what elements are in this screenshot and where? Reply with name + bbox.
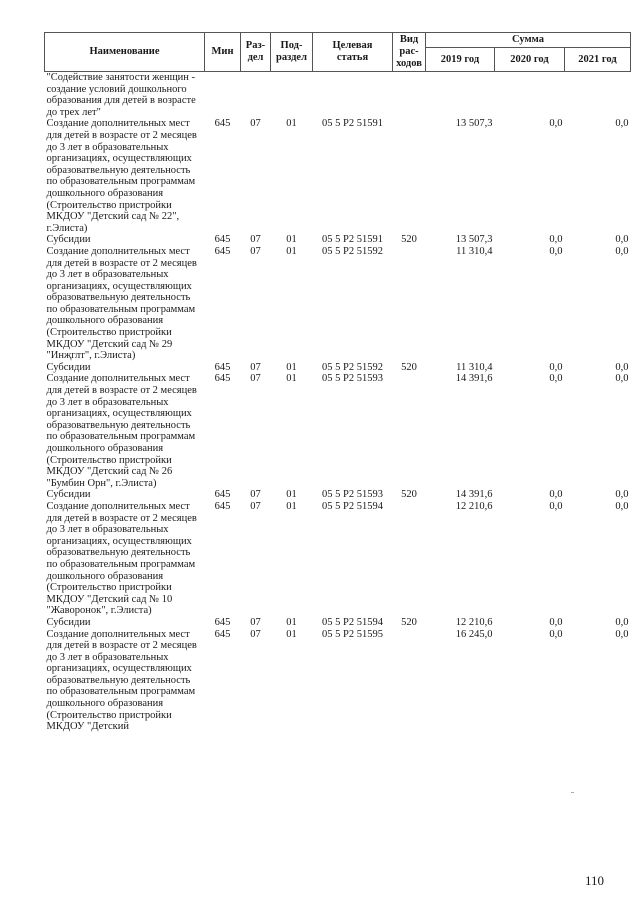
cell-vid: [393, 629, 426, 733]
cell-y2019: 14 391,6: [455, 373, 493, 385]
cell-y2019: 13 507,3: [455, 118, 493, 130]
cell-vid: 520: [401, 489, 417, 501]
cell-y2019: 16 245,0: [455, 628, 493, 640]
cell-y2019: 12 210,6: [455, 616, 493, 628]
table-row: [45, 629, 631, 733]
cell-target: 05 5 Р2 51591: [322, 234, 383, 246]
cell-vid: 520: [401, 616, 417, 628]
cell-min: 645: [214, 489, 231, 501]
cell-y2021: 0,0: [615, 361, 629, 373]
cell-min: 645: [214, 500, 231, 512]
cell-podrazdel: 01: [286, 118, 297, 130]
cell-target: 05 5 Р2 51593: [322, 489, 383, 501]
cell-name: Субсидии: [46, 361, 91, 373]
cell-name: Создание дополнительных мест для детей в возрасте от 2 месяцев до 3 лет в образовательных организациях, осуществляющих образоватвельную деятельность по образовательным программам дошкольного образования (Строительство пристройки МКДОУ "Детский сад № 10 "Жаворонок", г.Элиста): [46, 500, 197, 617]
cell-name: "Содействие занятости женщин - создание условий дошкольного образования для детей в возрасте до трех лет": [46, 72, 196, 118]
cell-name: Создание дополнительных мест для детей в возрасте от 2 месяцев до 3 лет в образовательных организациях, осуществляющих образоватвельную деятельность по образовательным программам дошкольного образования (Строительство пристройки МКДОУ "Детский: [46, 628, 197, 733]
cell-y2021: [565, 72, 631, 119]
cell-min: 645: [214, 118, 231, 130]
cell-y2019: [426, 72, 495, 119]
table-body: [45, 72, 631, 733]
cell-y2021: 0,0: [615, 500, 629, 512]
table-header: [45, 33, 631, 72]
header-podrazdel: Под- раздел: [271, 33, 313, 72]
cell-y2019: 14 391,6: [455, 489, 493, 501]
cell-razdel: 07: [250, 489, 261, 501]
cell-target: 05 5 Р2 51594: [322, 616, 383, 628]
cell-name: Создание дополнительных мест для детей в возрасте от 2 месяцев до 3 лет в образовательных организациях, осуществляющих образоватвельную деятельность по образовательным программам дошкольного образования (Строительство пристройки МКДОУ "Детский сад № 22", г.Элиста): [46, 118, 197, 234]
cell-y2021: 0,0: [615, 489, 629, 501]
cell-target: 05 5 Р2 51592: [322, 245, 383, 257]
header-2021: 2021 год: [565, 48, 631, 72]
cell-y2019: 11 310,4: [456, 245, 493, 257]
cell-razdel: 07: [250, 500, 261, 512]
cell-razdel: 07: [250, 628, 261, 640]
cell-y2020: 0,0: [549, 628, 563, 640]
cell-y2020: 0,0: [549, 245, 563, 257]
header-2019: 2019 год: [426, 48, 495, 72]
cell-y2021: 0,0: [615, 373, 629, 385]
cell-y2021: 0,0: [615, 245, 629, 257]
cell-name: Создание дополнительных мест для детей в возрасте от 2 месяцев до 3 лет в образовательных организациях, осуществляющих образоватвельную деятельность по образовательным программам дошкольного образования (Строительство пристройки МКДОУ "Детский сад № 29 "Инҗглт", г.Элиста): [46, 245, 197, 362]
cell-y2020: 0,0: [549, 361, 563, 373]
cell-razdel: 07: [250, 245, 261, 257]
cell-target: 05 5 Р2 51593: [322, 373, 383, 385]
cell-razdel: 07: [250, 361, 261, 373]
cell-min: [205, 72, 241, 119]
table-row: [45, 373, 631, 489]
cell-y2019: 11 310,4: [456, 361, 493, 373]
cell-podrazdel: 01: [286, 500, 297, 512]
cell-podrazdel: 01: [286, 245, 297, 257]
cell-min: 645: [214, 361, 231, 373]
cell-min: 645: [214, 628, 231, 640]
table-row: [45, 234, 631, 246]
cell-podrazdel: 01: [286, 489, 297, 501]
cell-vid: 520: [401, 234, 417, 246]
cell-vid: 520: [401, 361, 417, 373]
cell-y2020: 0,0: [549, 234, 563, 246]
header-razdel: Раз- дел: [241, 33, 271, 72]
cell-razdel: 07: [250, 234, 261, 246]
cell-target: [313, 72, 393, 119]
cell-target: 05 5 Р2 51595: [322, 628, 383, 640]
cell-podrazdel: 01: [286, 628, 297, 640]
cell-y2020: 0,0: [549, 616, 563, 628]
cell-y2020: 0,0: [549, 500, 563, 512]
cell-min: 645: [214, 234, 231, 246]
cell-y2020: [495, 72, 565, 119]
cell-podrazdel: 01: [286, 361, 297, 373]
cell-name: Субсидии: [46, 616, 91, 628]
cell-razdel: 07: [250, 118, 261, 130]
cell-razdel: 07: [250, 616, 261, 628]
page-number: 110: [585, 873, 605, 888]
cell-vid: [393, 118, 426, 234]
cell-y2020: 0,0: [549, 373, 563, 385]
header-2020: 2020 год: [495, 48, 565, 72]
cell-name: Субсидии: [46, 489, 91, 501]
cell-y2020: 0,0: [549, 118, 563, 130]
cell-podrazdel: 01: [286, 616, 297, 628]
cell-min: 645: [214, 616, 231, 628]
cell-razdel: 07: [250, 373, 261, 385]
header-target: Целевая статья: [313, 33, 393, 72]
cell-podrazdel: 01: [286, 234, 297, 246]
cell-y2019: 12 210,6: [455, 500, 493, 512]
cell-target: 05 5 Р2 51592: [322, 361, 383, 373]
cell-target: 05 5 Р2 51594: [322, 500, 383, 512]
cell-target: 05 5 Р2 51591: [322, 118, 383, 130]
table-row: [45, 362, 631, 374]
table-row: [45, 501, 631, 617]
cell-y2021: 0,0: [615, 628, 629, 640]
cell-vid: [393, 72, 426, 119]
table-row: [45, 72, 631, 119]
cell-y2021: 0,0: [615, 234, 629, 246]
cell-y2019: 13 507,3: [455, 234, 493, 246]
header-min: Мин: [205, 33, 241, 72]
table-row: [45, 118, 631, 234]
header-vid: Вид рас- ходов: [393, 33, 426, 72]
cell-y2020: 0,0: [549, 489, 563, 501]
cell-min: 645: [214, 373, 231, 385]
cell-vid: [393, 501, 426, 617]
cell-vid: [393, 373, 426, 489]
cell-name: Создание дополнительных мест для детей в возрасте от 2 месяцев до 3 лет в образовательных организациях, осуществляющих образоватвельную деятельность по образовательным программам дошкольного образования (Строительство пристройки МКДОУ "Детский сад № 26 "Бумбин Орн", г.Элиста): [46, 373, 197, 489]
budget-table: [44, 32, 631, 733]
table-row: [45, 246, 631, 362]
table-row: [45, 489, 631, 501]
header-name: Наименование: [45, 33, 205, 72]
cell-podrazdel: [271, 72, 313, 119]
cell-y2021: 0,0: [615, 118, 629, 130]
cell-name: Субсидии: [46, 234, 91, 246]
cell-vid: [393, 246, 426, 362]
cell-y2021: 0,0: [615, 616, 629, 628]
cell-podrazdel: 01: [286, 373, 297, 385]
table-row: [45, 617, 631, 629]
scan-speck: [571, 792, 574, 793]
header-sum: Сумма: [426, 33, 631, 48]
cell-razdel: [241, 72, 271, 119]
cell-min: 645: [214, 245, 231, 257]
